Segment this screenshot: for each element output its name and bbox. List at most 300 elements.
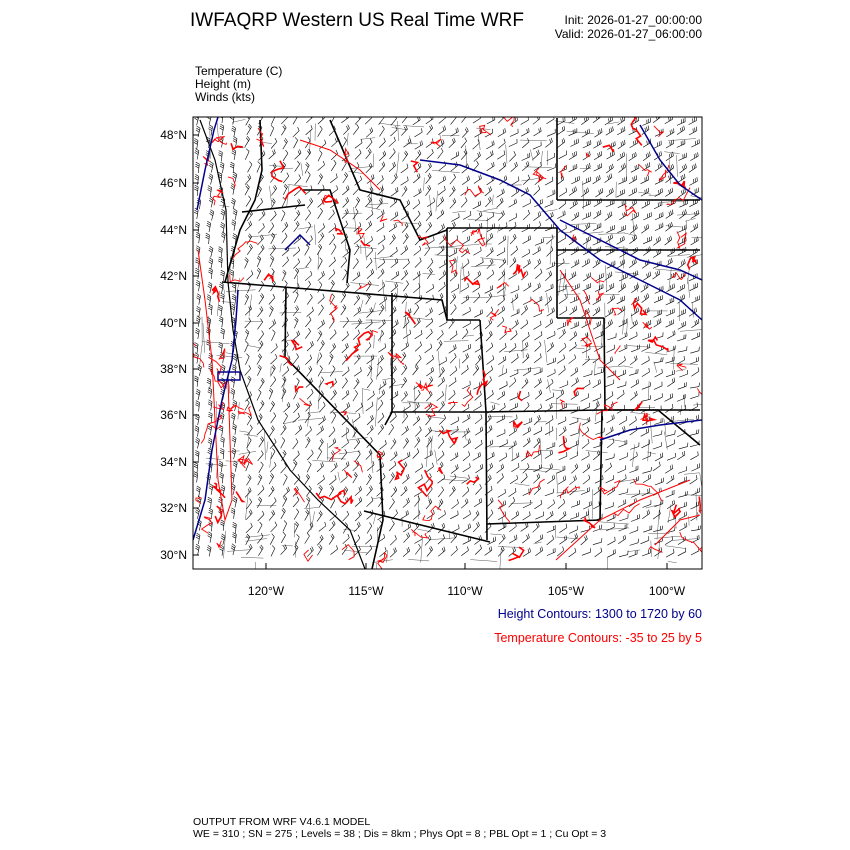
- wind-barb-flag: [479, 499, 480, 503]
- temperature-contour: [202, 517, 212, 534]
- wind-barb-flag: [578, 391, 579, 395]
- wind-barb-flag: [347, 511, 349, 515]
- wind-barb-flag: [233, 498, 236, 500]
- wind-barb: [617, 131, 625, 135]
- wind-barb-flag: [443, 401, 445, 405]
- wind-barb-flag: [417, 448, 419, 452]
- wind-barb: [474, 156, 481, 162]
- wind-barb-flag: [320, 498, 323, 501]
- wind-barb-flag: [467, 237, 468, 241]
- wind-barb: [557, 130, 565, 135]
- wind-barb: [247, 417, 252, 425]
- wind-barb-flag: [232, 285, 236, 287]
- wind-barb-flag: [633, 177, 634, 181]
- wind-barb-flag: [311, 236, 313, 240]
- county-line: [350, 283, 379, 286]
- wind-barb-flag: [233, 358, 236, 360]
- wind-barb: [451, 430, 458, 435]
- wind-barb-flag: [196, 537, 199, 539]
- wind-barb-flag: [540, 548, 541, 552]
- wind-barb-flag: [345, 344, 347, 348]
- wind-barb-flag: [233, 141, 236, 143]
- temperature-contour: [338, 490, 353, 503]
- wind-barb-flag: [525, 380, 527, 384]
- wind-barb-flag: [385, 343, 386, 347]
- wind-barb: [378, 428, 384, 435]
- wind-barb: [691, 336, 699, 340]
- wind-barb-flag: [503, 501, 504, 505]
- wind-barb: [654, 386, 662, 390]
- wind-barb-flag: [209, 400, 213, 402]
- wind-barb-flag: [622, 237, 623, 241]
- wind-barb-flag: [489, 548, 490, 552]
- wind-barb-flag: [286, 150, 288, 153]
- wind-barb-flag: [218, 346, 222, 348]
- wind-barb-flag: [346, 187, 347, 191]
- wind-barb: [318, 285, 322, 293]
- wind-barb: [355, 118, 361, 125]
- wind-barb: [365, 118, 372, 124]
- wind-barb-flag: [455, 250, 456, 254]
- wind-barb-flag: [491, 331, 493, 335]
- temperature-contour: [567, 318, 573, 326]
- wind-barb-flag: [405, 439, 407, 442]
- wind-barb-flag: [261, 451, 263, 455]
- wind-barb-flag: [660, 163, 661, 167]
- wind-barb: [666, 313, 674, 317]
- wind-barb: [427, 514, 435, 519]
- wind-barb-flag: [231, 187, 234, 189]
- wind-barb-flag: [219, 247, 223, 249]
- wind-barb: [570, 326, 578, 330]
- wind-barb-flag: [431, 344, 432, 348]
- wind-barb: [547, 346, 554, 352]
- wind-barb-flag: [245, 259, 248, 262]
- wind-barb-flag: [443, 177, 444, 181]
- wind-barb-flag: [207, 221, 210, 223]
- wind-barb-flag: [274, 245, 276, 248]
- wind-barb-flag: [368, 150, 370, 153]
- wind-barb-flag: [220, 441, 224, 443]
- wind-barb-flag: [345, 449, 347, 453]
- wind-barb-flag: [612, 164, 613, 168]
- wind-barb-flag: [444, 474, 445, 478]
- wind-barb-flag: [611, 128, 612, 132]
- wind-barb-flag: [575, 201, 576, 205]
- wind-barb-flag: [492, 151, 493, 155]
- wind-barb-flag: [433, 236, 434, 240]
- wind-barb: [521, 477, 528, 483]
- wind-barb-flag: [272, 268, 275, 271]
- temperature-contour: [635, 402, 642, 410]
- wind-barb: [474, 179, 482, 184]
- wind-barb-flag: [233, 533, 237, 535]
- wind-barb: [654, 314, 662, 318]
- wind-barb-flag: [671, 258, 672, 262]
- wind-barb: [401, 346, 408, 351]
- wind-barb: [486, 145, 494, 149]
- wind-barb-flag: [369, 487, 371, 491]
- wind-barb-flag: [517, 354, 518, 358]
- wind-barb-flag: [440, 340, 442, 343]
- wind-barb-flag: [490, 464, 491, 468]
- wind-barb-flag: [599, 307, 600, 311]
- wind-barb-flag: [529, 511, 530, 515]
- wind-barb-flag: [566, 535, 567, 539]
- wind-barb-flag: [697, 320, 698, 324]
- wind-barb-flag: [609, 213, 610, 217]
- wind-barb-flag: [195, 174, 198, 176]
- wind-barb-flag: [307, 245, 310, 248]
- wind-barb-flag: [295, 270, 298, 273]
- wind-barb-flag: [259, 415, 261, 418]
- wind-barb: [559, 515, 566, 521]
- county-line: [364, 236, 367, 260]
- wind-barb-flag: [336, 174, 337, 178]
- wind-barb-flag: [574, 116, 575, 120]
- wind-barb-flag: [196, 439, 199, 441]
- wind-barb-flag: [383, 321, 384, 325]
- wind-barb-flag: [526, 355, 528, 359]
- wind-barb-flag: [466, 355, 468, 359]
- wind-barb-flag: [383, 152, 385, 156]
- wind-barb: [691, 143, 699, 147]
- wind-barb-flag: [610, 358, 611, 362]
- temperature-contour: [480, 125, 492, 135]
- wind-barb-flag: [503, 211, 505, 215]
- wind-barb-flag: [383, 162, 385, 166]
- wind-barb-flag: [648, 273, 649, 277]
- wind-barb-flag: [550, 404, 551, 408]
- wind-barb-flag: [307, 499, 310, 502]
- wind-barb-flag: [539, 415, 541, 419]
- wind-barb-flag: [441, 462, 443, 466]
- wind-barb-flag: [478, 522, 480, 526]
- wind-barb-flag: [611, 189, 612, 193]
- wind-barb: [498, 493, 506, 498]
- wind-barb-flag: [295, 460, 298, 463]
- wind-barb-flag: [470, 211, 471, 215]
- wind-barb: [462, 432, 469, 438]
- wind-barb-flag: [505, 162, 506, 166]
- wind-barb-flag: [469, 451, 470, 455]
- state-border: [487, 410, 602, 524]
- wind-barb-flag: [359, 413, 360, 417]
- wind-barb-flag: [232, 304, 235, 306]
- wind-barb-flag: [208, 452, 211, 454]
- wind-barb-flag: [231, 548, 234, 550]
- wind-barb-flag: [528, 210, 530, 214]
- wind-barb-flag: [429, 428, 431, 432]
- wind-barb: [462, 131, 468, 138]
- wind-barb-flag: [232, 222, 235, 224]
- wind-barb-flag: [208, 186, 212, 188]
- wind-barb-flag: [360, 511, 362, 515]
- wind-barb-flag: [299, 199, 301, 202]
- wind-barb-flag: [196, 164, 200, 166]
- county-line: [484, 208, 498, 211]
- wind-barb: [415, 478, 422, 483]
- wind-barb-flag: [284, 388, 287, 391]
- wind-barb-flag: [289, 356, 290, 360]
- wind-barb-flag: [695, 178, 696, 182]
- wind-barb: [677, 338, 686, 341]
- wind-barb-flag: [504, 357, 505, 361]
- wind-barb-flag: [454, 273, 455, 277]
- wind-barb-flag: [504, 306, 505, 310]
- wind-barb: [426, 467, 433, 472]
- wind-barb-flag: [262, 485, 264, 489]
- wind-barb-flag: [260, 295, 262, 298]
- wind-barb-flag: [234, 172, 237, 174]
- county-line: [264, 431, 265, 460]
- wind-barb-flag: [481, 223, 482, 227]
- wind-barb-flag: [429, 535, 431, 539]
- wind-barb-flag: [285, 474, 288, 477]
- wind-barb-flag: [672, 404, 673, 408]
- wind-barb: [522, 253, 530, 258]
- wind-barb: [653, 145, 661, 149]
- wind-barb-flag: [295, 307, 297, 310]
- wind-barb-flag: [698, 319, 699, 323]
- wind-barb-flag: [195, 418, 199, 420]
- wind-barb-flag: [394, 549, 396, 553]
- wind-barb-flag: [334, 244, 336, 247]
- wind-barb-flag: [566, 438, 567, 442]
- wind-barb-flag: [516, 330, 517, 334]
- wind-barb: [354, 371, 361, 376]
- wind-barb-flag: [491, 366, 492, 370]
- wind-barb: [449, 478, 456, 484]
- wind-barb-flag: [648, 224, 649, 228]
- wind-barb-flag: [563, 390, 564, 394]
- wind-barb-flag: [231, 306, 234, 308]
- wind-barb-flag: [371, 175, 372, 179]
- wind-barb-flag: [208, 286, 211, 288]
- wind-barb: [401, 168, 408, 173]
- wind-barb-flag: [455, 344, 456, 348]
- wind-barb-flag: [230, 270, 234, 272]
- wind-barb-flag: [458, 284, 459, 288]
- wind-barb: [271, 333, 275, 341]
- wind-barb: [281, 440, 285, 448]
- wind-barb: [377, 227, 384, 232]
- wind-barb-flag: [408, 510, 409, 514]
- wind-barb-flag: [196, 318, 199, 320]
- county-line: [315, 225, 316, 246]
- wind-barb-flag: [695, 128, 696, 132]
- wind-barb: [510, 334, 517, 340]
- wind-barb-flag: [470, 523, 471, 527]
- county-line: [424, 178, 425, 191]
- temperature-contour: [361, 241, 370, 246]
- wind-barb-flag: [209, 127, 213, 129]
- wind-barb-flag: [454, 174, 456, 178]
- wind-barb: [414, 492, 422, 497]
- wind-barb: [617, 229, 625, 233]
- wind-barb-flag: [260, 414, 262, 417]
- wind-barb: [389, 476, 394, 483]
- wind-barb-flag: [490, 186, 491, 190]
- wind-barb-flag: [383, 473, 385, 477]
- wind-barb: [463, 527, 471, 532]
- wind-barb-flag: [624, 236, 625, 240]
- wind-barb: [353, 262, 359, 269]
- wind-barb: [521, 396, 529, 400]
- wind-barb-flag: [208, 404, 212, 406]
- wind-barb-flag: [454, 198, 456, 202]
- wind-barb-flag: [612, 188, 613, 192]
- wind-barb: [294, 271, 299, 279]
- wind-barb-flag: [405, 186, 407, 189]
- wind-barb: [415, 132, 423, 137]
- wind-barb-flag: [383, 462, 384, 466]
- wind-barb: [318, 420, 325, 426]
- wind-barb-flag: [410, 330, 411, 334]
- wind-barb-flag: [407, 549, 408, 553]
- wind-barb-flag: [467, 487, 469, 491]
- wind-barb-flag: [445, 176, 446, 180]
- wind-barb-flag: [527, 129, 528, 133]
- wind-barb: [427, 272, 432, 279]
- county-line: [543, 237, 556, 238]
- wind-barb: [271, 188, 276, 195]
- wind-barb-flag: [261, 462, 264, 465]
- wind-barb: [546, 397, 554, 401]
- wind-barb: [318, 201, 325, 207]
- wind-barb: [319, 526, 326, 532]
- wind-barb-flag: [671, 211, 672, 215]
- wind-barb-flag: [489, 427, 490, 431]
- wind-barb: [511, 290, 519, 294]
- wind-barb-flag: [396, 321, 397, 325]
- wind-barb: [450, 297, 456, 304]
- wind-barb: [342, 163, 347, 171]
- wind-barb-flag: [195, 343, 199, 345]
- wind-barb: [366, 262, 372, 269]
- wind-barb: [377, 179, 384, 185]
- wind-barb: [642, 553, 650, 556]
- wind-barb-flag: [404, 488, 406, 492]
- county-line: [490, 402, 499, 405]
- wind-barb: [378, 248, 385, 254]
- wind-barb-flag: [283, 452, 286, 455]
- wind-barb-flag: [231, 381, 234, 383]
- county-line: [450, 476, 468, 478]
- wind-barb-flag: [372, 425, 374, 429]
- county-line: [470, 560, 497, 562]
- wind-barb-flag: [609, 175, 610, 179]
- wind-barb: [690, 505, 698, 509]
- wind-barb: [509, 275, 517, 280]
- wind-barb-flag: [360, 497, 361, 501]
- wind-barb: [293, 500, 299, 507]
- temperature-contour: [396, 460, 405, 479]
- wind-barb: [547, 479, 554, 484]
- county-line: [513, 298, 514, 311]
- wind-barb-flag: [445, 126, 446, 130]
- wind-barb-flag: [530, 282, 531, 286]
- wind-barb-flag: [684, 451, 685, 455]
- wind-barb-flag: [608, 118, 609, 122]
- wind-barb: [390, 152, 396, 159]
- wind-barb-flag: [552, 450, 553, 454]
- county-line: [450, 244, 479, 246]
- wind-barb-flag: [623, 284, 624, 288]
- wind-barb-flag: [197, 296, 200, 298]
- wind-barb-flag: [273, 321, 274, 325]
- wind-barb: [257, 357, 262, 365]
- wind-barb-flag: [457, 464, 458, 468]
- wind-barb: [485, 190, 492, 196]
- wind-barb-flag: [588, 439, 589, 443]
- wind-barb: [533, 119, 540, 125]
- county-line: [632, 313, 633, 323]
- wind-barb-flag: [196, 149, 199, 151]
- wind-barb-flag: [209, 366, 213, 368]
- wind-barb-flag: [525, 343, 526, 347]
- county-line: [362, 389, 363, 414]
- wind-barb: [497, 395, 504, 400]
- wind-barb-flag: [443, 236, 445, 240]
- valid-time: Valid: 2026-01-27_06:00:00: [554, 27, 702, 41]
- wind-barb-flag: [408, 524, 409, 528]
- wind-barb: [617, 300, 625, 304]
- wind-barb: [679, 157, 687, 161]
- wind-barb-flag: [694, 154, 695, 158]
- wind-barb: [283, 499, 287, 507]
- wind-barb-flag: [419, 355, 421, 358]
- wind-barb-flag: [194, 474, 198, 476]
- wind-barb: [451, 503, 458, 509]
- wind-barb: [235, 524, 236, 533]
- wind-barb-flag: [575, 214, 576, 218]
- wind-barb: [545, 493, 554, 496]
- wind-barb-flag: [612, 152, 613, 156]
- wind-barb-flag: [632, 154, 633, 158]
- wind-barb-flag: [370, 163, 372, 167]
- wind-barb-flag: [406, 245, 407, 249]
- wind-barb-flag: [370, 221, 372, 225]
- wind-barb-flag: [551, 138, 552, 142]
- wind-barb-flag: [300, 425, 302, 429]
- wind-barb-flag: [422, 141, 423, 145]
- wind-barb: [353, 128, 359, 135]
- wind-barb-flag: [565, 343, 566, 347]
- wind-barb-flag: [335, 378, 337, 382]
- county-line: [685, 218, 696, 221]
- county-line: [304, 507, 319, 508]
- temperature-contour: [450, 260, 458, 274]
- wind-barb: [438, 455, 445, 461]
- wind-barb-flag: [230, 164, 234, 166]
- wind-barb: [437, 344, 443, 351]
- wind-barb: [510, 238, 516, 244]
- wind-barb-flag: [611, 165, 612, 169]
- wind-barb-flag: [554, 500, 555, 504]
- wind-barb-flag: [493, 162, 494, 166]
- county-line: [203, 323, 205, 353]
- wind-barb-flag: [551, 213, 552, 217]
- wind-barb: [413, 203, 420, 209]
- wind-barb: [258, 227, 264, 233]
- county-line: [651, 541, 652, 557]
- wind-barb-flag: [284, 546, 286, 550]
- wind-barb-flag: [258, 355, 261, 358]
- wind-barb: [498, 360, 506, 365]
- wind-barb-flag: [197, 306, 201, 308]
- wind-barb: [317, 479, 324, 485]
